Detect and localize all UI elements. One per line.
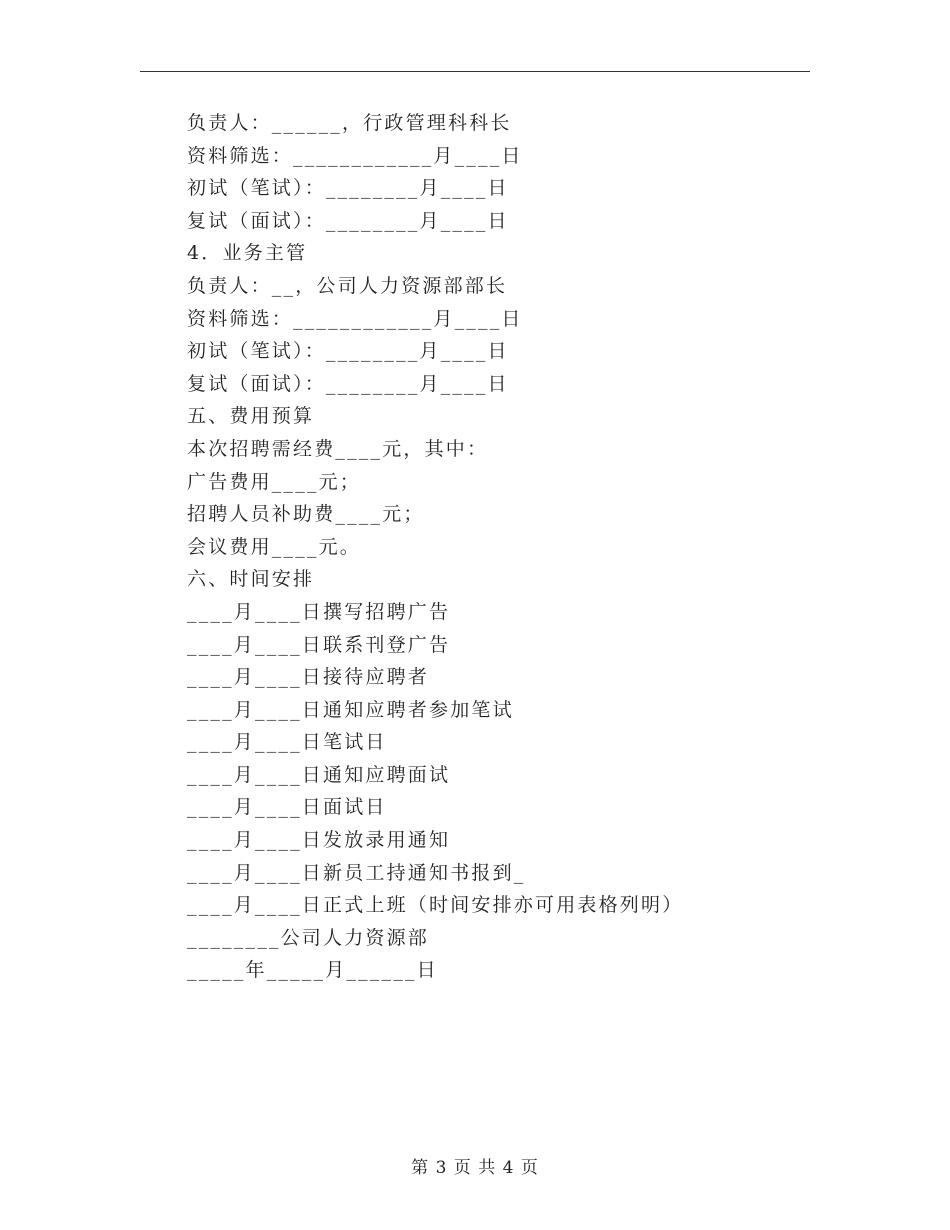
date-line: _____年_____月______日 bbox=[187, 959, 438, 982]
text-line: 会议费用____元。 bbox=[187, 535, 362, 558]
page-number-footer: 第 3 页 共 4 页 bbox=[411, 1158, 539, 1178]
schedule-item: ____月____日笔试日 bbox=[187, 731, 387, 754]
text-line: 复试（面试）：________月____日 bbox=[187, 372, 509, 395]
schedule-item: ____月____日接待应聘者 bbox=[187, 666, 430, 689]
section-heading: 4．业务主管 bbox=[187, 242, 308, 265]
text-line: 初试（笔试）：________月____日 bbox=[187, 177, 509, 200]
text-line: 负责人：______，行政管理科科长 bbox=[187, 112, 512, 134]
text-line: 资料筛选：____________月____日 bbox=[187, 144, 523, 167]
schedule-item: ____月____日面试日 bbox=[187, 796, 387, 819]
schedule-item: ____月____日通知应聘面试 bbox=[187, 763, 451, 786]
signature-line: ________公司人力资源部 bbox=[187, 926, 430, 949]
schedule-item: ____月____日正式上班（时间安排亦可用表格列明） bbox=[187, 894, 684, 917]
schedule-item: ____月____日联系刊登广告 bbox=[187, 633, 451, 656]
text-line: 广告费用____元； bbox=[187, 470, 362, 493]
header-rule bbox=[140, 71, 810, 72]
section-heading: 六、时间安排 bbox=[187, 568, 315, 591]
text-line: 本次招聘需经费____元，其中： bbox=[187, 437, 489, 460]
schedule-item: ____月____日通知应聘者参加笔试 bbox=[187, 698, 514, 721]
section-heading: 五、费用预算 bbox=[187, 405, 315, 428]
schedule-item: ____月____日发放录用通知 bbox=[187, 829, 451, 852]
document-body bbox=[187, 107, 807, 987]
text-line: 初试（笔试）：________月____日 bbox=[187, 340, 509, 363]
text-line: 负责人：__，公司人力资源部部长 bbox=[187, 274, 508, 297]
schedule-item: ____月____日撰写招聘广告 bbox=[187, 600, 451, 623]
text-line: 资料筛选：____________月____日 bbox=[187, 307, 523, 330]
text-line: 招聘人员补助费____元； bbox=[187, 503, 425, 526]
schedule-item: ____月____日新员工持通知书报到_ bbox=[187, 861, 526, 884]
text-line: 复试（面试）：________月____日 bbox=[187, 209, 509, 232]
